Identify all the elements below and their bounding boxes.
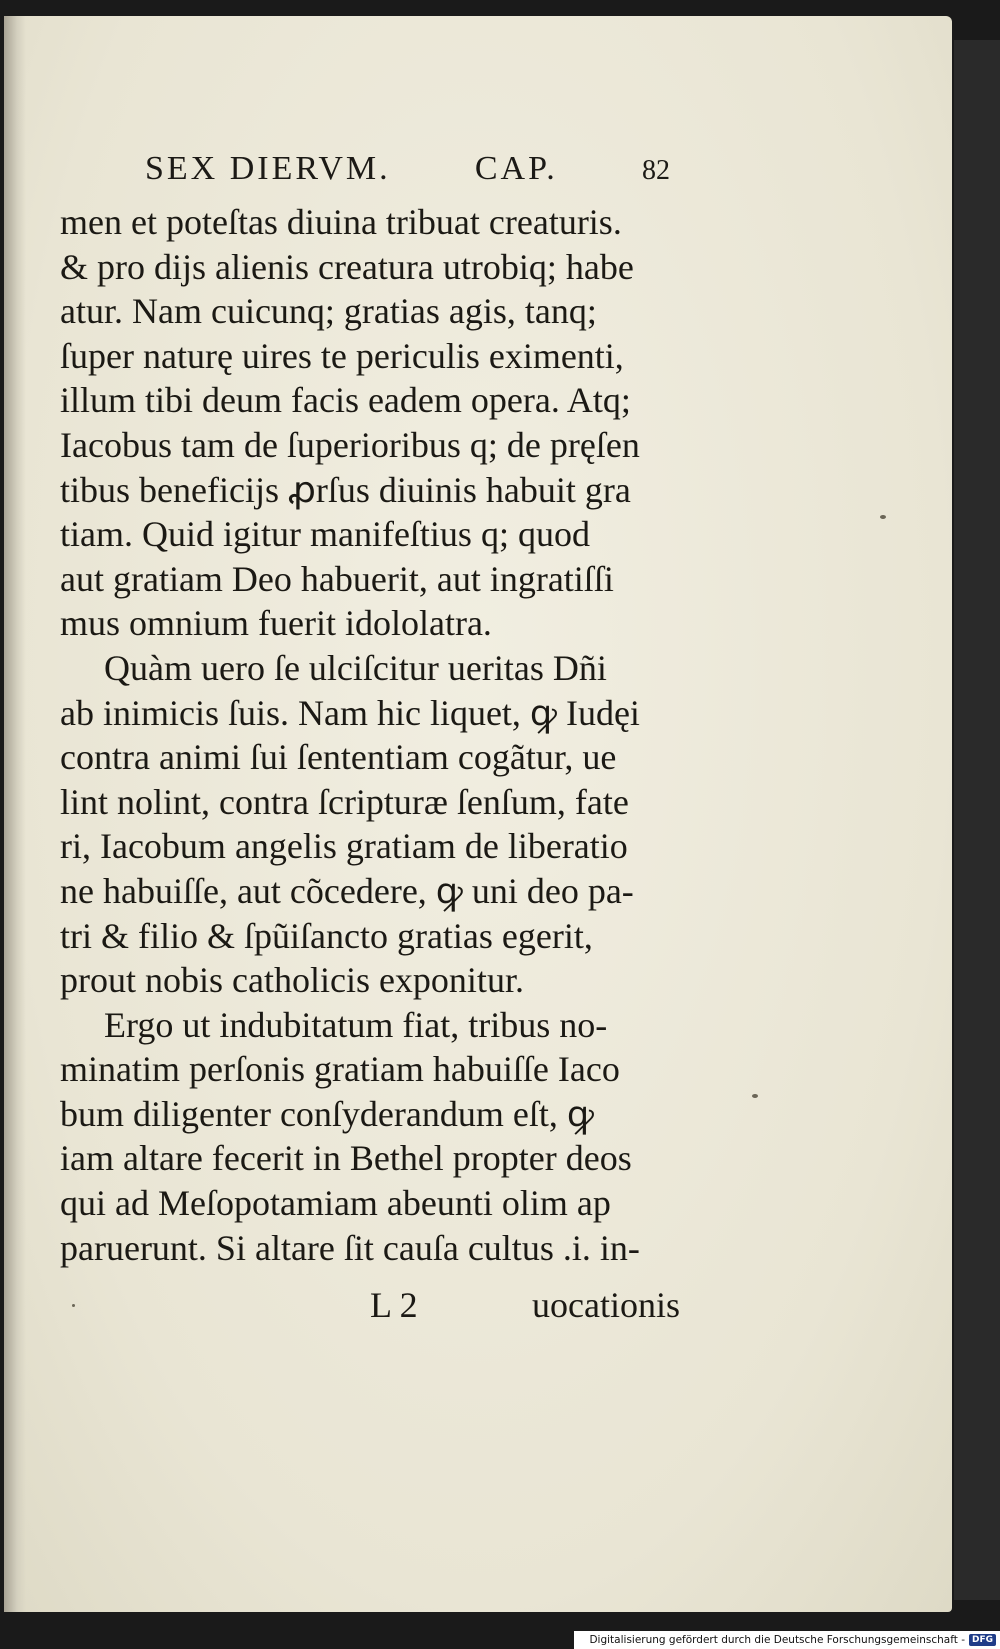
running-head-chapter: CAP.	[474, 150, 558, 187]
text-line: bum diligenter conſyderandum eſt, ꝙ	[60, 1093, 594, 1134]
text-line: contra animi ſui ſententiam cogãtur, ue	[60, 737, 617, 778]
text-line: iam altare fecerit in Bethel propter deos	[60, 1138, 632, 1179]
signature-mark: L 2	[370, 1285, 418, 1325]
running-head-title: SEX DIERVM.	[145, 150, 391, 187]
text-line: men et poteſtas diuina tribuat creaturis.	[60, 202, 622, 242]
dfg-logo: DFG	[969, 1634, 996, 1646]
text-line: prout nobis catholicis exponitur.	[60, 960, 524, 1001]
text-line: ri, Iacobum angelis gratiam de liberatio	[60, 826, 628, 867]
text-line: ne habuiſſe, aut cõcedere, ꝙ uni deo pa-	[60, 870, 634, 911]
text-line: lint nolint, contra ſcripturæ ſenſum, fate	[60, 781, 629, 822]
paper-speck	[752, 1094, 758, 1098]
text-line: qui ad Meſopotamiam abeunti olim ap	[60, 1183, 611, 1224]
body-text	[60, 200, 680, 1270]
page-gutter-shadow	[4, 16, 26, 1612]
text-line: paruerunt. Si altare ſit cauſa cultus .i. in-	[60, 1227, 640, 1268]
folio-number: 82	[642, 155, 670, 186]
text-line: Iacobus tam de ſuperioribus q; de pręſen	[60, 424, 640, 465]
text-line: minatim perſonis gratiam habuiſſe Iaco	[60, 1049, 620, 1090]
catchword: uocationis	[532, 1285, 680, 1325]
text-line: tri & filio & ſpũiſancto gratias egerit,	[60, 915, 593, 956]
text-line: illum tibi deum facis eadem opera. Atq;	[60, 380, 631, 421]
text-line: tiam. Quid igitur manifeſtius q; quod	[60, 514, 590, 555]
paragraph-start-line: Quàm uero ſe ulciſcitur ueritas Dñi	[104, 647, 607, 688]
running-head	[145, 150, 670, 188]
digitization-credit	[574, 1631, 1000, 1649]
paragraph-start-line: Ergo ut indubitatum fiat, tribus no-	[104, 1004, 608, 1045]
credit-text: Digitalisierung gefördert durch die Deutsche Forschungsgemeinschaft -	[589, 1634, 965, 1646]
text-line: aut gratiam Deo habuerit, aut ingratiſſi	[60, 558, 614, 599]
text-line: atur. Nam cuicunq; gratias agis, tanq;	[60, 291, 597, 332]
text-line: ſuper naturę uires te periculis eximenti,	[60, 335, 624, 376]
text-line: tibus beneficijs ꝓrſus diuinis habuit gra	[60, 469, 631, 510]
book-edge-shadow	[954, 40, 1000, 1600]
paper-speck	[880, 515, 886, 519]
text-line: & pro dijs alienis creatura utrobiq; habe	[60, 246, 634, 287]
paper-speck	[72, 1304, 75, 1307]
text-line: mus omnium fuerit idololatra.	[60, 603, 492, 644]
text-line: ab inimicis ſuis. Nam hic liquet, ꝙ Iudęi	[60, 692, 640, 733]
